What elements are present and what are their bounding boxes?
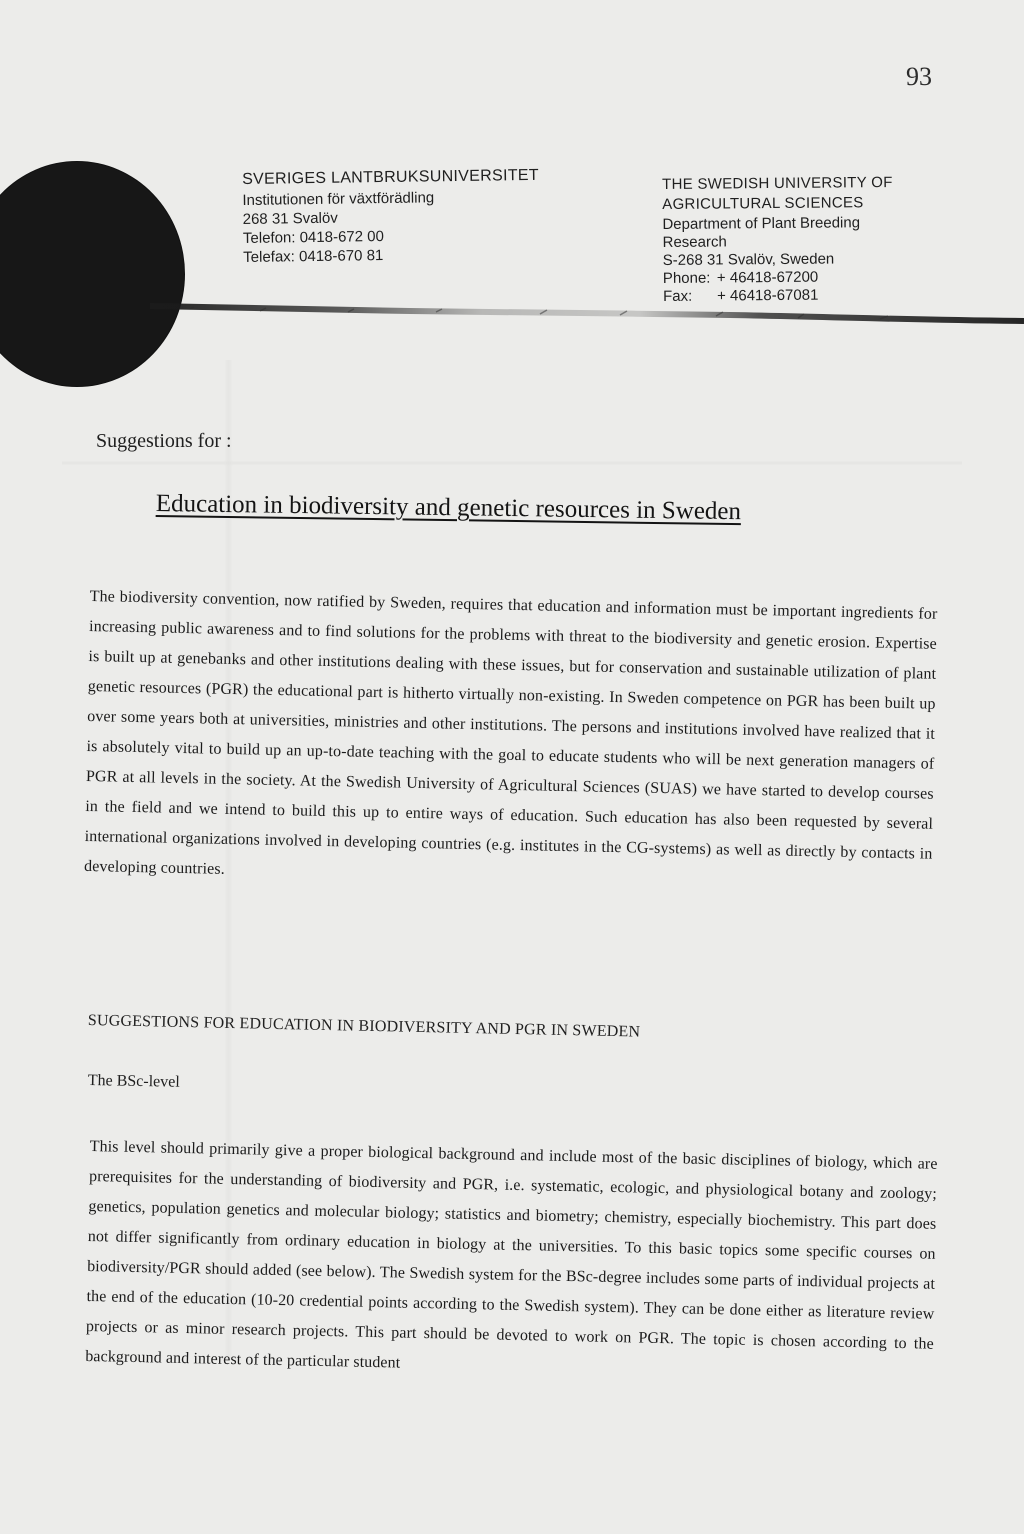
phone-label: Phone: — [662, 269, 711, 287]
department-swedish: Institutionen för växtförädling — [242, 189, 435, 209]
fax-label: Fax: — [662, 287, 693, 305]
institution-name-swedish: SVERIGES LANTBRUKSUNIVERSITET — [242, 166, 539, 188]
phone-value: + 46418-67200 — [716, 268, 819, 287]
bsc-paragraph-block — [85, 1132, 938, 1390]
fax-swedish: Telefax: 0418-670 81 — [243, 247, 384, 266]
address-english: S-268 31 Svalöv, Sweden — [662, 250, 835, 269]
fax-value: + 46418-67081 — [716, 286, 819, 305]
subsection-heading: The BSc-level — [87, 1072, 180, 1091]
telephone-swedish: Telefon: 0418-672 00 — [242, 228, 385, 247]
institution-name-english-line-2: AGRICULTURAL SCIENCES — [662, 194, 864, 213]
intro-paragraph: The biodiversity convention, now ratified by Sweden, requires that education and information must be important ingredients for increasing public awareness and to find solutions for the problems with threat to the biodiversity and genetic erosion. Expertise is built up at genebanks and other institutions dealing with these issues, but for conservation and sustainable utilization of plant genetic resources (PGR) the educational part is hitherto virtually non-existing. In Sweden competence on PGR has been built up over some years both at universities, ministries and other institutions. The persons and institutions involved have realized that it is absolutely vital to build up an up-to-date teaching with the goal to educate students who will be next generation managers of PGR at all levels in the society. At the Swedish University of Agricultural Sciences (SUAS) we have started to develop courses in the field and we intend to build this up to entire ways of education. Such education has also been requested by several international organizations involved in developing countries (e.g. institutes in the CG-systems) as well as directly by contacts in developing countries. — [83, 587, 938, 878]
address-swedish: 268 31 Svalöv — [242, 209, 338, 228]
page-number: 93 — [906, 62, 932, 91]
intro-paragraph-block — [84, 582, 938, 900]
section-heading: SUGGESTIONS FOR EDUCATION IN BIODIVERSITY AND PGR IN SWEDEN — [87, 1012, 641, 1041]
department-english-line-1: Department of Plant Breeding — [662, 214, 861, 233]
bsc-paragraph: This level should primarily give a proper biological background and include most of the basic disciplines of biology, which are prerequisites for the understanding of biodiversity and PGR, i.e. systematic, ecologic, and physiological botany and zoology; genetics, population genetics and molecular biology; statistics and biometry; chemistry, especially biochemistry. This part does not differ significantly from ordinary education in biology at the universities. To this basic topics some specific courses on biodiversity/PGR should added (see below). The Swedish system for the BSc-degree includes some parts of individual projects at the end of the education (10-20 credential points according to the Swedish system). They can be done either as literature review projects or as minor research projects. This part should be devoted to work on PGR. The topic is chosen according to the background and interest of the particular student — [85, 1137, 938, 1372]
department-english-line-2: Research — [662, 233, 727, 251]
institution-name-english-line-1: THE SWEDISH UNIVERSITY OF — [662, 173, 893, 193]
suggestions-label: Suggestions for : — [96, 430, 232, 452]
document-title: Education in biodiversity and genetic resources in Sweden — [155, 490, 742, 526]
